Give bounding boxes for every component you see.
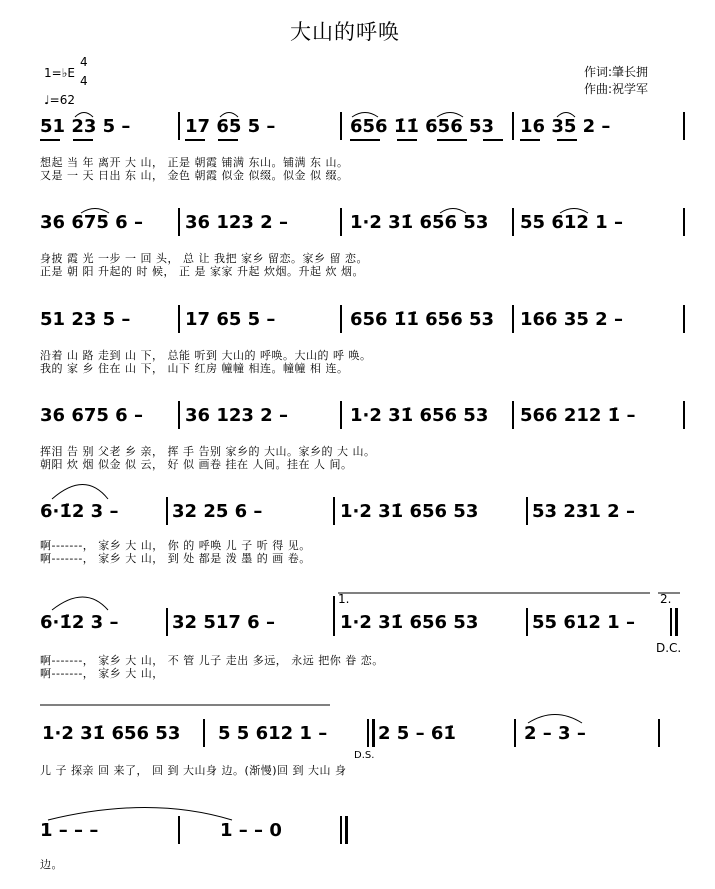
slur bbox=[437, 113, 463, 118]
dal-segno-mark: D.S. bbox=[354, 750, 375, 761]
da-capo-mark: D.C. bbox=[656, 641, 682, 655]
slur bbox=[560, 209, 588, 214]
measure: 36 675 6 – bbox=[40, 405, 143, 426]
lyric-line: 啊-------， 家乡 大 山， 你 的 呼唤 儿 子 听 得 见。 bbox=[40, 539, 311, 552]
song-title: 大山的呼唤 bbox=[290, 20, 400, 44]
measure: 55 612 1 – bbox=[520, 212, 623, 233]
measure: 2 – 3 – bbox=[524, 723, 586, 744]
slur bbox=[440, 209, 466, 214]
lyric-line: 又是 一 天 日出 东 山， 金色 朝霞 似金 似缀。似金 似 缀。 bbox=[40, 169, 349, 182]
measure: 1·2 31̇ 656 53 bbox=[350, 405, 489, 426]
slur bbox=[557, 113, 575, 118]
lyric-line: 身披 霞 光 一步 一 回 头， 总 让 我把 家乡 留恋。家乡 留 恋。 bbox=[40, 252, 368, 265]
measure: 53 231 2 – bbox=[532, 501, 635, 522]
measure: 1·2 31̇ 656 53 bbox=[340, 501, 479, 522]
volta-first-ending: 1. bbox=[338, 592, 350, 606]
measure: 17 65 5 – bbox=[185, 116, 276, 137]
measure: 17 65 5 – bbox=[185, 309, 276, 330]
lyric-line: 儿 子 探亲 回 来了， 回 到 大山身 边。(渐慢)回 到 大山 身 bbox=[40, 764, 347, 777]
lyric-line: 沿着 山 路 走到 山 下， 总能 听到 大山的 呼唤。大山的 呼 唤。 bbox=[40, 349, 372, 362]
lyric-line: 想起 当 年 离开 大 山， 正是 朝霞 铺满 东山。铺满 东 山。 bbox=[40, 156, 349, 169]
measure: 656 1̇1̇ 656 53 bbox=[350, 116, 495, 137]
lyricist-credit: 作词:肇长拥 bbox=[584, 65, 649, 79]
measure: 32 517 6 – bbox=[172, 612, 275, 633]
lyric-line: 啊-------， 家乡 大 山， bbox=[40, 667, 164, 680]
measure: 16 35 2 – bbox=[520, 116, 611, 137]
measure: 1·2 31̇ 656 53 bbox=[42, 723, 181, 744]
measure: 36 123 2 – bbox=[185, 212, 288, 233]
slur bbox=[52, 485, 108, 500]
lyric-line: 朝阳 炊 烟 似金 似 云， 好 似 画卷 挂在 人间。挂在 人 间。 bbox=[40, 458, 353, 471]
measure: 166 35 2 – bbox=[520, 309, 623, 330]
measure: 1·2 31̇ 656 53 bbox=[350, 212, 489, 233]
measure: 36 123 2 – bbox=[185, 405, 288, 426]
slur bbox=[220, 113, 238, 118]
slur bbox=[81, 209, 109, 214]
lyric-line: 啊-------， 家乡 大 山， 到 处 都是 泼 墨 的 画 卷。 bbox=[40, 552, 311, 565]
composer-credit: 作曲:祝学军 bbox=[584, 82, 649, 96]
measure: 51 23 5 – bbox=[40, 309, 131, 330]
tempo-marking: ♩=62 bbox=[44, 93, 75, 107]
slur bbox=[352, 113, 378, 118]
slur bbox=[528, 715, 582, 724]
measure: 1 – – 0 bbox=[220, 820, 282, 841]
measure: 1·2 31̇ 656 53 bbox=[340, 612, 479, 633]
measure: 51 23 5 – bbox=[40, 116, 131, 137]
time-signature-top: 4 bbox=[80, 55, 88, 69]
key-signature: 1=♭E bbox=[44, 66, 75, 80]
measure: 6·1̇2 3 – bbox=[40, 501, 119, 522]
volta-second-ending: 2. bbox=[660, 592, 672, 606]
measure: 36 675 6 – bbox=[40, 212, 143, 233]
measure: 5 5 612 1 – bbox=[218, 723, 328, 744]
lyric-line: 我的 家 乡 住在 山 下， 山下 红房 幢幢 相连。幢幢 相 连。 bbox=[40, 362, 349, 375]
measure: 1 – – – bbox=[40, 820, 99, 841]
measure: 566 212 1̇ – bbox=[520, 405, 636, 426]
slur bbox=[75, 113, 93, 118]
measure: 55 612 1 – bbox=[532, 612, 635, 633]
measure: 32 25 6 – bbox=[172, 501, 263, 522]
lyric-line: 边。 bbox=[40, 858, 63, 871]
measure: 6·1̇2 3 – bbox=[40, 612, 119, 633]
lyric-line: 正是 朝 阳 升起的 时 候， 正 是 家家 升起 炊烟。升起 炊 烟。 bbox=[40, 265, 364, 278]
measure: 656 1̇1̇ 656 53 bbox=[350, 309, 495, 330]
lyric-line: 啊-------， 家乡 大 山， 不 管 儿子 走出 多远， 永远 把你 眷 恋。 bbox=[40, 654, 384, 667]
measure: 2 5 – 61̇ bbox=[378, 723, 456, 744]
slur bbox=[52, 597, 108, 610]
tie bbox=[48, 808, 232, 821]
lyric-line: 挥泪 告 别 父老 乡 亲， 挥 手 告别 家乡的 大山。家乡的 大 山。 bbox=[40, 445, 376, 458]
time-signature-bottom: 4 bbox=[80, 74, 88, 88]
